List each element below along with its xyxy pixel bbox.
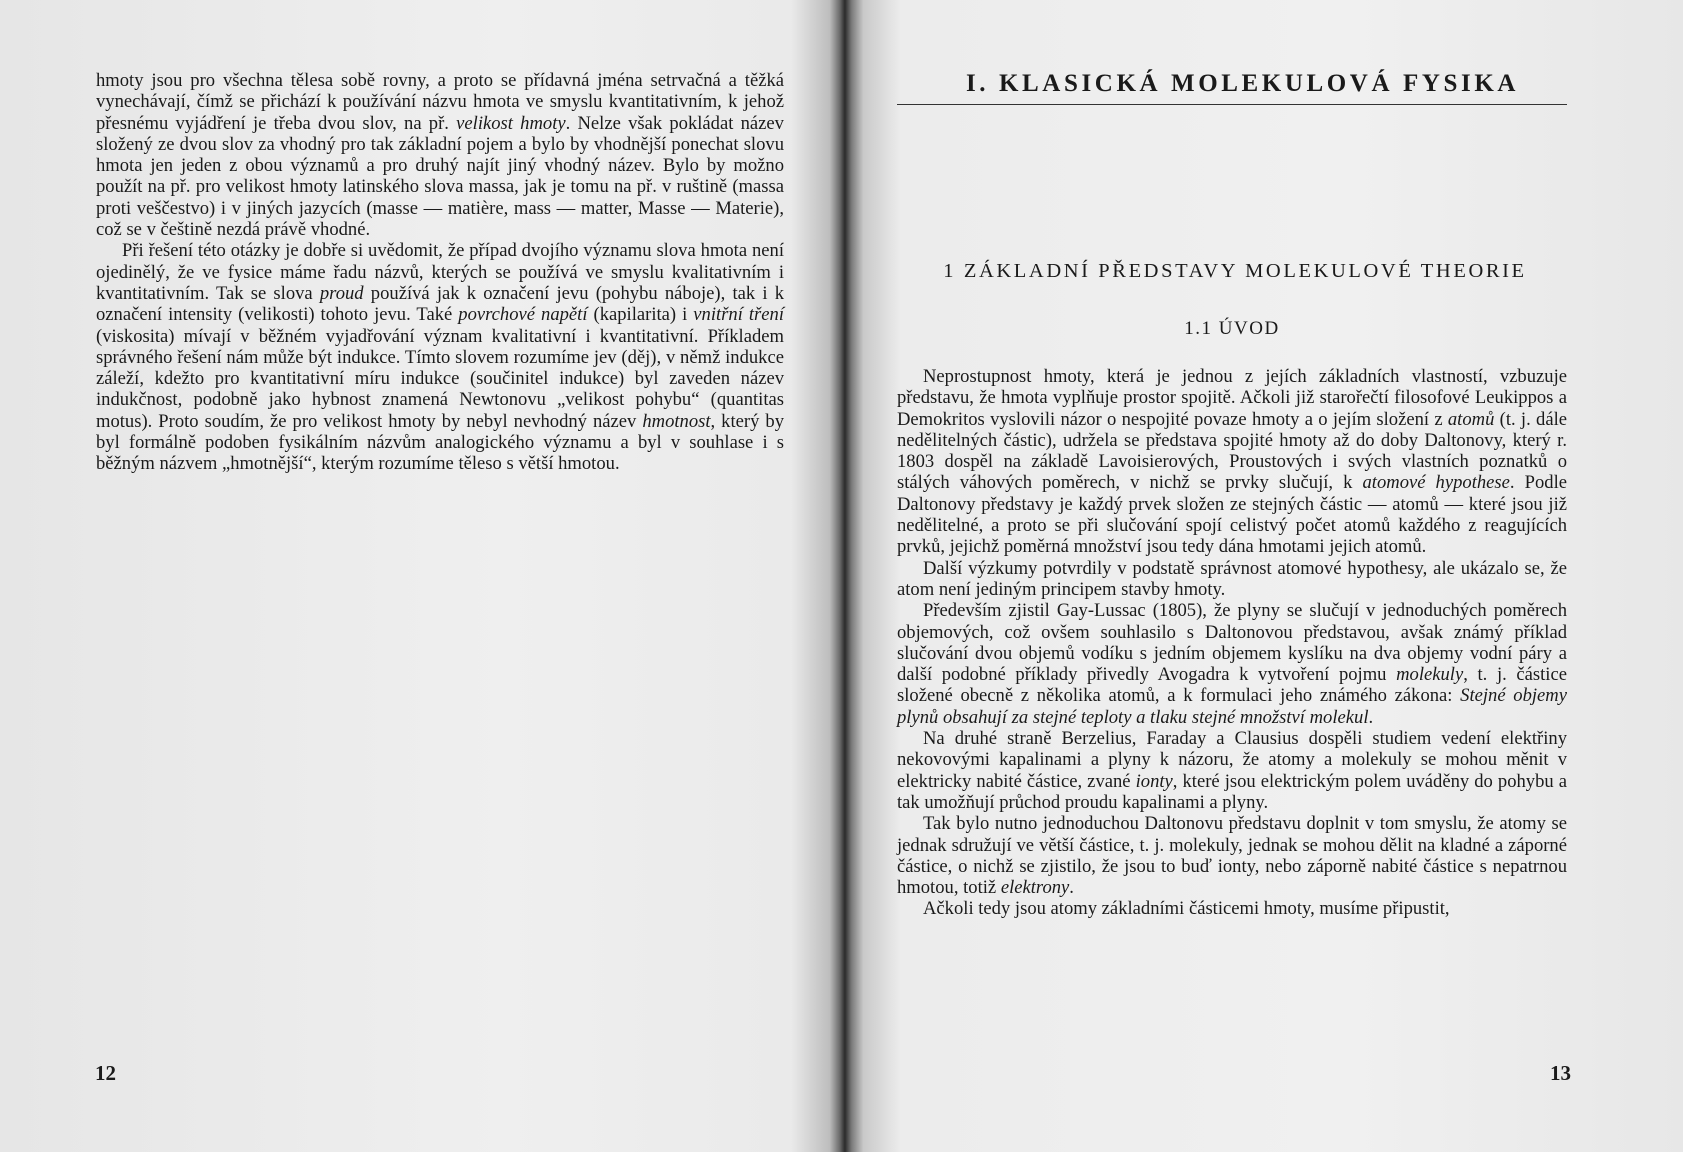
text-run: , který by byl formálně podoben fysikálním názvům analogického významu a byl v souhlase i s běžným názvem „hmotnější“, kterým rozumíme těleso s větší hmotou. xyxy=(96,410,784,475)
subsection-title: 1.1 ÚVOD xyxy=(1184,318,1280,339)
italic-term: molekuly xyxy=(1396,664,1464,686)
italic-term: atomů xyxy=(1447,408,1495,430)
right-paragraph xyxy=(897,728,1567,813)
text-run: Především zjistil Gay-Lussac (1805), že plyny se slučují v jednoduchých poměrech objemových, což ovšem souhlasilo s Daltonovou představou, avšak známý příklad slučování dvou objemů vodíku s jedním objemem kyslíku na dva objemy vodní páry a další podobné příklady přivedly Avogadra k vytvoření pojmu xyxy=(897,600,1567,686)
chapter-rule xyxy=(897,104,1567,105)
text-run: . Nelze však pokládat název složený ze dvou slov za vhodný pro tak základní pojem a bylo by vhodnější ponechat slovu hmota jen jeden z obou významů a pro druhý najít jiný vhodný název. Bylo by možno použít na př. pro velikost hmoty latinského slova massa, jak je tomu na př. v ruštině (massa proti veščestvo) i v jiných jazycích (masse — matière, mass — matter, Masse — Materie), což se v češtině nezdá právě vhodné. xyxy=(96,112,784,241)
left-page xyxy=(0,0,830,1152)
text-run: , které jsou elektrickým polem uváděny do pohybu a tak umožňují průchod proudu kapalinami a plyny. xyxy=(897,770,1567,813)
right-page-body xyxy=(897,366,1567,920)
italic-term: velikost hmoty xyxy=(456,112,566,134)
right-page xyxy=(845,0,1683,1152)
left-paragraph xyxy=(96,70,784,240)
text-run: hmoty jsou pro všechna tělesa sobě rovny, a proto se přídavná jména setrvačná a těžká vynechávají, čímž se přichází k používání názvu hmota ve smyslu kvantitativním, k jehož přesnému vyjádření je třeba dvou slov, na př. xyxy=(96,70,784,134)
italic-term: elektrony xyxy=(1000,877,1070,899)
section-title: 1 ZÁKLADNÍ PŘEDSTAVY MOLEKULOVÉ THEORIE xyxy=(943,260,1527,282)
left-page-body xyxy=(96,70,784,475)
text-run: . xyxy=(1368,706,1374,728)
text-run: Další výzkumy potvrdily v podstatě správnost atomové hypothesy, ale ukázalo se, že atom není jediným principem stavby hmoty. xyxy=(897,557,1567,600)
text-run: Tak bylo nutno jednoduchou Daltonovu představu doplnit v tom smyslu, že atomy se jednak sdružují ve větší částice, t. j. molekuly, jednak se mohou dělit na kladné a záporné částice, o nichž se zjistilo, že jsou to buď ionty, nebo záporně nabité částice s nepatrnou hmotou, totiž xyxy=(897,813,1567,899)
right-paragraph xyxy=(897,558,1567,601)
italic-term: povrchové napětí xyxy=(458,304,588,326)
italic-term: atomové hypothese xyxy=(1362,472,1510,494)
text-run: Ačkoli tedy jsou atomy základními částicemi hmoty, musíme připustit, xyxy=(923,898,1450,920)
text-run: . xyxy=(1069,877,1074,899)
right-paragraph xyxy=(897,898,1567,919)
text-run: (t. j. dále nedělitelných částic), udržela se představa spojité hmoty až do doby Daltonovy, který r. 1803 dospěl na základě Lavoisierových, Proustových i svých vlastních poznatků o stálých váhových poměrech, v nichž se prvky slučují, k xyxy=(897,408,1568,494)
italic-term: hmotnost xyxy=(642,410,711,432)
italic-term: ionty xyxy=(1135,770,1173,792)
right-paragraph xyxy=(897,813,1567,898)
text-run: Neprostupnost hmoty, která je jednou z jejích základních vlastností, vzbuzuje představu, že hmota vyplňuje prostor spojitě. Ačkoli již starořečtí filosofové Leukippos a Demokritos vyslovili názor o nespojité povaze hmoty a o jejím složení z xyxy=(897,366,1567,430)
italic-term: vnitřní tření xyxy=(693,304,784,326)
text-run: Na druhé straně Berzelius, Faraday a Clausius dospěli studiem vedení elektřiny nekovovými kapalinami a plyny k názoru, že atomy a molekuly se mohou měnit v elektricky nabité částice, zvané xyxy=(897,728,1567,792)
italic-term: Stejné objemy plynů obsahují za stejné teploty a tlaku stejné množství molekul xyxy=(897,685,1567,728)
page-number-right: 13 xyxy=(1550,1061,1571,1085)
page-number-left: 12 xyxy=(95,1061,116,1085)
text-run: (viskosita) mívají v běžném vyjadřování význam kvalitativní i kvantitativní. Příkladem správného řešení nám může být indukce. Tímto slovem rozumíme jev (děj), v němž indukce záleží, kdežto pro kvantitativní míru indukce (součinitel indukce) byl zaveden název indukčnost, podobně jako hybnost znamená Newtonovu „velikost pohybu“ (quantitas motus). Proto soudím, že pro velikost hmoty by nebyl nevhodný název xyxy=(96,325,784,432)
text-run: Při řešení této otázky je dobře si uvědomit, že případ dvojího významu slova hmota není ojedinělý, že ve fysice máme řadu názvů, kterých se používá ve smyslu kvalitativním i kvantitativním. Tak se slova xyxy=(96,240,784,304)
right-paragraph xyxy=(897,600,1567,728)
text-run: , t. j. částice složené obecně z několika atomů, a k formulaci jeho známého zákona: xyxy=(897,664,1567,707)
text-run: . Podle Daltonovy představy je každý prvek složen ze stejných částic — atomů — které jsou již nedělitelné, a proto se při slučování spojí celistvý počet atomů každého z reagujících prvků, jejichž poměrná množství jsou tedy dána hmotami jejich atomů. xyxy=(897,472,1567,558)
text-run: používá jak k označení jevu (pohybu náboje), tak i k označení intensity (velikosti) tohoto jevu. Také xyxy=(96,282,785,326)
right-paragraph xyxy=(897,366,1567,558)
text-run: (kapilarita) i xyxy=(587,304,694,326)
chapter-title: I. KLASICKÁ MOLEKULOVÁ FYSIKA xyxy=(965,70,1520,97)
left-paragraph xyxy=(96,240,784,474)
italic-term: proud xyxy=(319,282,364,304)
